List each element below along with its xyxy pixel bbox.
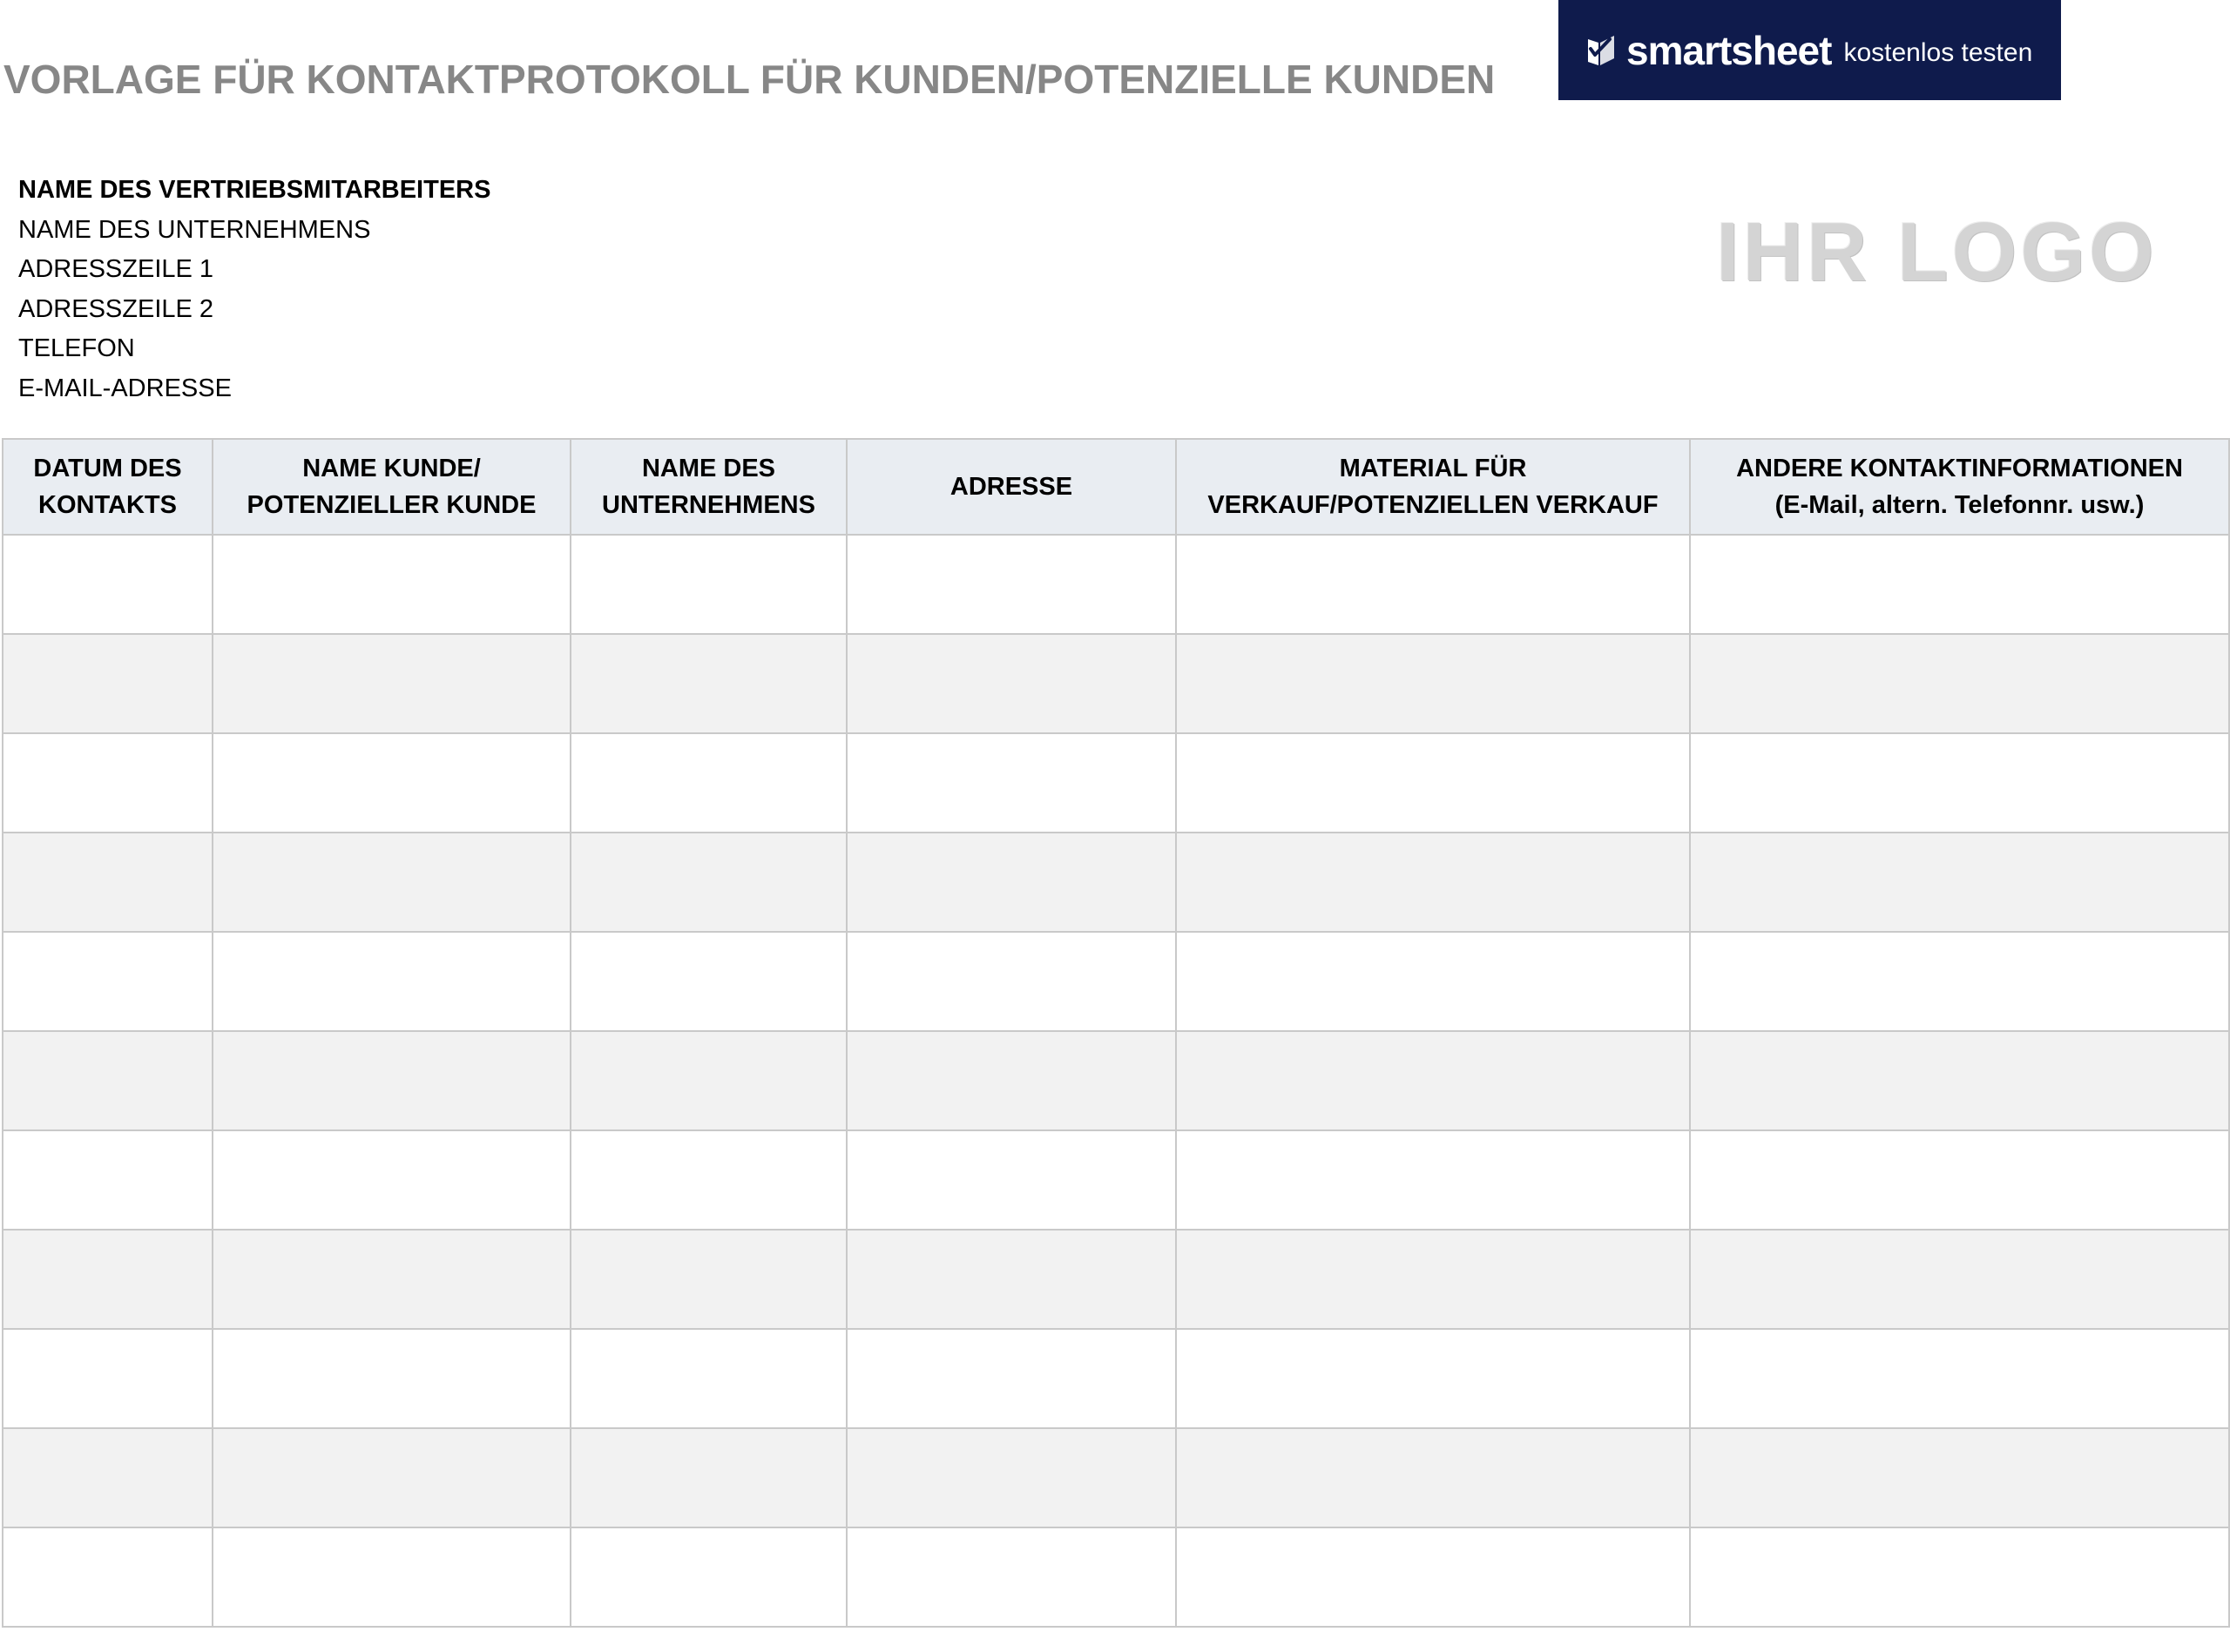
other-contact-info-cell[interactable] (1690, 535, 2229, 634)
contact-date-cell[interactable] (3, 1428, 213, 1527)
company-name-cell[interactable] (571, 1329, 847, 1428)
logo-placeholder: IHR LOGO (1716, 206, 2158, 299)
customer-name-cell[interactable] (213, 1130, 571, 1230)
customer-name-cell[interactable] (213, 1031, 571, 1130)
sales-material-cell[interactable] (1176, 1329, 1690, 1428)
customer-name-cell[interactable] (213, 1230, 571, 1329)
other-contact-info-cell[interactable] (1690, 733, 2229, 833)
sales-material-cell[interactable] (1176, 1527, 1690, 1627)
header-sales-material: MATERIAL FÜR VERKAUF/POTENZIELLEN VERKAUF (1176, 439, 1690, 535)
company-name-cell[interactable] (571, 1230, 847, 1329)
customer-name-cell[interactable] (213, 1428, 571, 1527)
address-cell[interactable] (847, 1428, 1176, 1527)
sales-material-cell[interactable] (1176, 535, 1690, 634)
table-row (3, 1031, 2229, 1130)
contact-log-table (2, 438, 2230, 1628)
check-icon (1586, 34, 1616, 67)
header-customer-name: NAME KUNDE/ POTENZIELLER KUNDE (213, 439, 571, 535)
table-body (3, 535, 2229, 1627)
sales-material-cell[interactable] (1176, 833, 1690, 932)
table-row (3, 833, 2229, 932)
customer-name-cell[interactable] (213, 1329, 571, 1428)
company-name-cell[interactable] (571, 1428, 847, 1527)
company-name-cell[interactable] (571, 634, 847, 733)
table-row (3, 535, 2229, 634)
table-row (3, 1329, 2229, 1428)
contact-date-cell[interactable] (3, 634, 213, 733)
address-cell[interactable] (847, 1230, 1176, 1329)
customer-name-cell[interactable] (213, 932, 571, 1031)
customer-name-cell[interactable] (213, 634, 571, 733)
brand-name: smartsheet (1626, 27, 1832, 73)
address-cell[interactable] (847, 833, 1176, 932)
company-name-cell[interactable] (571, 1031, 847, 1130)
table-row (3, 634, 2229, 733)
company-name-cell[interactable] (571, 733, 847, 833)
other-contact-info-cell[interactable] (1690, 634, 2229, 733)
header-company-name: NAME DES UNTERNEHMENS (571, 439, 847, 535)
page-title: VORLAGE FÜR KONTAKTPROTOKOLL FÜR KUNDEN/POTENZIELLE KUNDEN (3, 57, 1496, 102)
phone: TELEFON (18, 334, 135, 362)
contact-date-cell[interactable] (3, 733, 213, 833)
customer-name-cell[interactable] (213, 833, 571, 932)
other-contact-info-cell[interactable] (1690, 833, 2229, 932)
sales-rep-name: NAME DES VERTRIEBSMITARBEITERS (18, 176, 491, 204)
table-row (3, 1527, 2229, 1627)
company-name-cell[interactable] (571, 932, 847, 1031)
company-name-cell[interactable] (571, 833, 847, 932)
header-other-contact-info: ANDERE KONTAKTINFORMATIONEN (E-Mail, altern. Telefonnr. usw.) (1690, 439, 2229, 535)
company-name-cell[interactable] (571, 1130, 847, 1230)
customer-name-cell[interactable] (213, 535, 571, 634)
contact-date-cell[interactable] (3, 535, 213, 634)
other-contact-info-cell[interactable] (1690, 1130, 2229, 1230)
contact-date-cell[interactable] (3, 833, 213, 932)
other-contact-info-cell[interactable] (1690, 1527, 2229, 1627)
other-contact-info-cell[interactable] (1690, 1031, 2229, 1130)
sales-rep-info (18, 171, 490, 408)
address-cell[interactable] (847, 1329, 1176, 1428)
other-contact-info-cell[interactable] (1690, 932, 2229, 1031)
sales-material-cell[interactable] (1176, 1130, 1690, 1230)
contact-date-cell[interactable] (3, 1230, 213, 1329)
contact-date-cell[interactable] (3, 932, 213, 1031)
address-line-2: ADRESSZEILE 2 (18, 294, 214, 323)
sales-material-cell[interactable] (1176, 932, 1690, 1031)
contact-date-cell[interactable] (3, 1329, 213, 1428)
address-cell[interactable] (847, 1527, 1176, 1627)
trial-cta-text: kostenlos testen (1843, 37, 2033, 67)
header-contact-date: DATUM DES KONTAKTS (3, 439, 213, 535)
contact-date-cell[interactable] (3, 1031, 213, 1130)
address-cell[interactable] (847, 535, 1176, 634)
address-cell[interactable] (847, 932, 1176, 1031)
sales-material-cell[interactable] (1176, 733, 1690, 833)
header-address: ADRESSE (847, 439, 1176, 535)
contact-date-cell[interactable] (3, 1130, 213, 1230)
customer-name-cell[interactable] (213, 1527, 571, 1627)
company-name-cell[interactable] (571, 535, 847, 634)
table-row (3, 1230, 2229, 1329)
other-contact-info-cell[interactable] (1690, 1428, 2229, 1527)
company-name-cell[interactable] (571, 1527, 847, 1627)
address-cell[interactable] (847, 634, 1176, 733)
table-row (3, 733, 2229, 833)
address-cell[interactable] (847, 1130, 1176, 1230)
address-line-1: ADRESSZEILE 1 (18, 255, 214, 283)
customer-name-cell[interactable] (213, 733, 571, 833)
sales-material-cell[interactable] (1176, 634, 1690, 733)
other-contact-info-cell[interactable] (1690, 1230, 2229, 1329)
email-address: E-MAIL-ADRESSE (18, 374, 232, 402)
sales-material-cell[interactable] (1176, 1230, 1690, 1329)
address-cell[interactable] (847, 733, 1176, 833)
other-contact-info-cell[interactable] (1690, 1329, 2229, 1428)
company-name: NAME DES UNTERNEHMENS (18, 215, 371, 244)
table-row (3, 932, 2229, 1031)
table-header-row (3, 439, 2229, 535)
sales-material-cell[interactable] (1176, 1428, 1690, 1527)
smartsheet-trial-banner[interactable] (1558, 0, 2061, 100)
table-row (3, 1428, 2229, 1527)
address-cell[interactable] (847, 1031, 1176, 1130)
table-row (3, 1130, 2229, 1230)
contact-date-cell[interactable] (3, 1527, 213, 1627)
sales-material-cell[interactable] (1176, 1031, 1690, 1130)
